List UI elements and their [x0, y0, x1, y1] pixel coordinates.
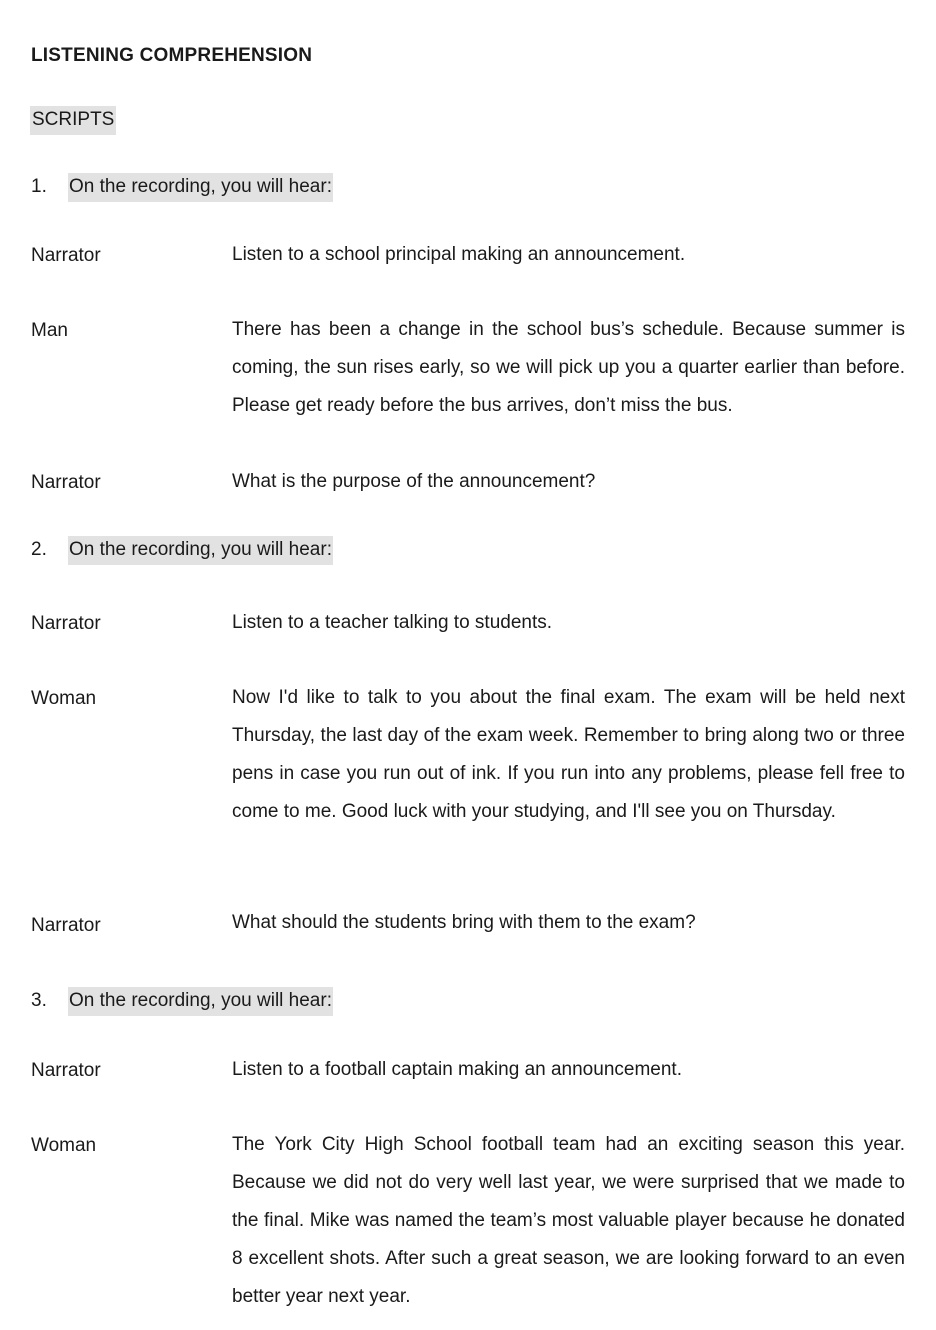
document-title: LISTENING COMPREHENSION: [31, 45, 313, 66]
section-heading-text: On the recording, you will hear:: [68, 536, 333, 565]
speaker-label: Narrator: [31, 245, 101, 266]
section-heading-text: On the recording, you will hear:: [68, 173, 333, 202]
speaker-label: Man: [31, 320, 68, 341]
script-line: Listen to a school principal making an announcement.: [232, 244, 686, 265]
script-line: What should the students bring with them to the exam?: [232, 912, 696, 933]
speaker-label: Narrator: [31, 915, 101, 936]
section-number: 2.: [31, 539, 47, 560]
section-heading: [31, 539, 333, 561]
speaker-label: Narrator: [31, 613, 101, 634]
speaker-label: Woman: [31, 688, 97, 709]
script-line: Listen to a teacher talking to students.: [232, 612, 553, 633]
section-number: 1.: [31, 176, 47, 197]
section-number: 3.: [31, 990, 47, 1011]
speaker-label: Woman: [31, 1135, 97, 1156]
script-line: What is the purpose of the announcement?: [232, 471, 596, 492]
script-line: There has been a change in the school bus’s schedule. Because summer is coming, the sun rises early, so we will pick up you a quarter earlier than before. Please get ready before the bus arrives, don’t miss the bus.: [232, 319, 905, 416]
script-line: Now I'd like to talk to you about the final exam. The exam will be held next Thursday, the last day of the exam week. Remember to bring along two or three pens in case you run out of ink. If you run into any problems, please fell free to come to me. Good luck with your studying, and I'll see you on Thursday.: [232, 687, 905, 822]
section-heading: [31, 176, 333, 198]
speaker-label: Narrator: [31, 1060, 101, 1081]
section-heading-text: On the recording, you will hear:: [68, 987, 333, 1016]
script-line: The York City High School football team had an exciting season this year. Because we did not do very well last year, we were surprised that we made to the final. Mike was named the team’s most valuable player because he donated 8 excellent shots. After such a great season, we are looking forward to an even better year next year.: [232, 1134, 905, 1307]
script-line: Listen to a football captain making an announcement.: [232, 1059, 682, 1080]
section-heading: [31, 990, 333, 1012]
speaker-label: Narrator: [31, 472, 101, 493]
scripts-label: SCRIPTS: [30, 106, 116, 135]
